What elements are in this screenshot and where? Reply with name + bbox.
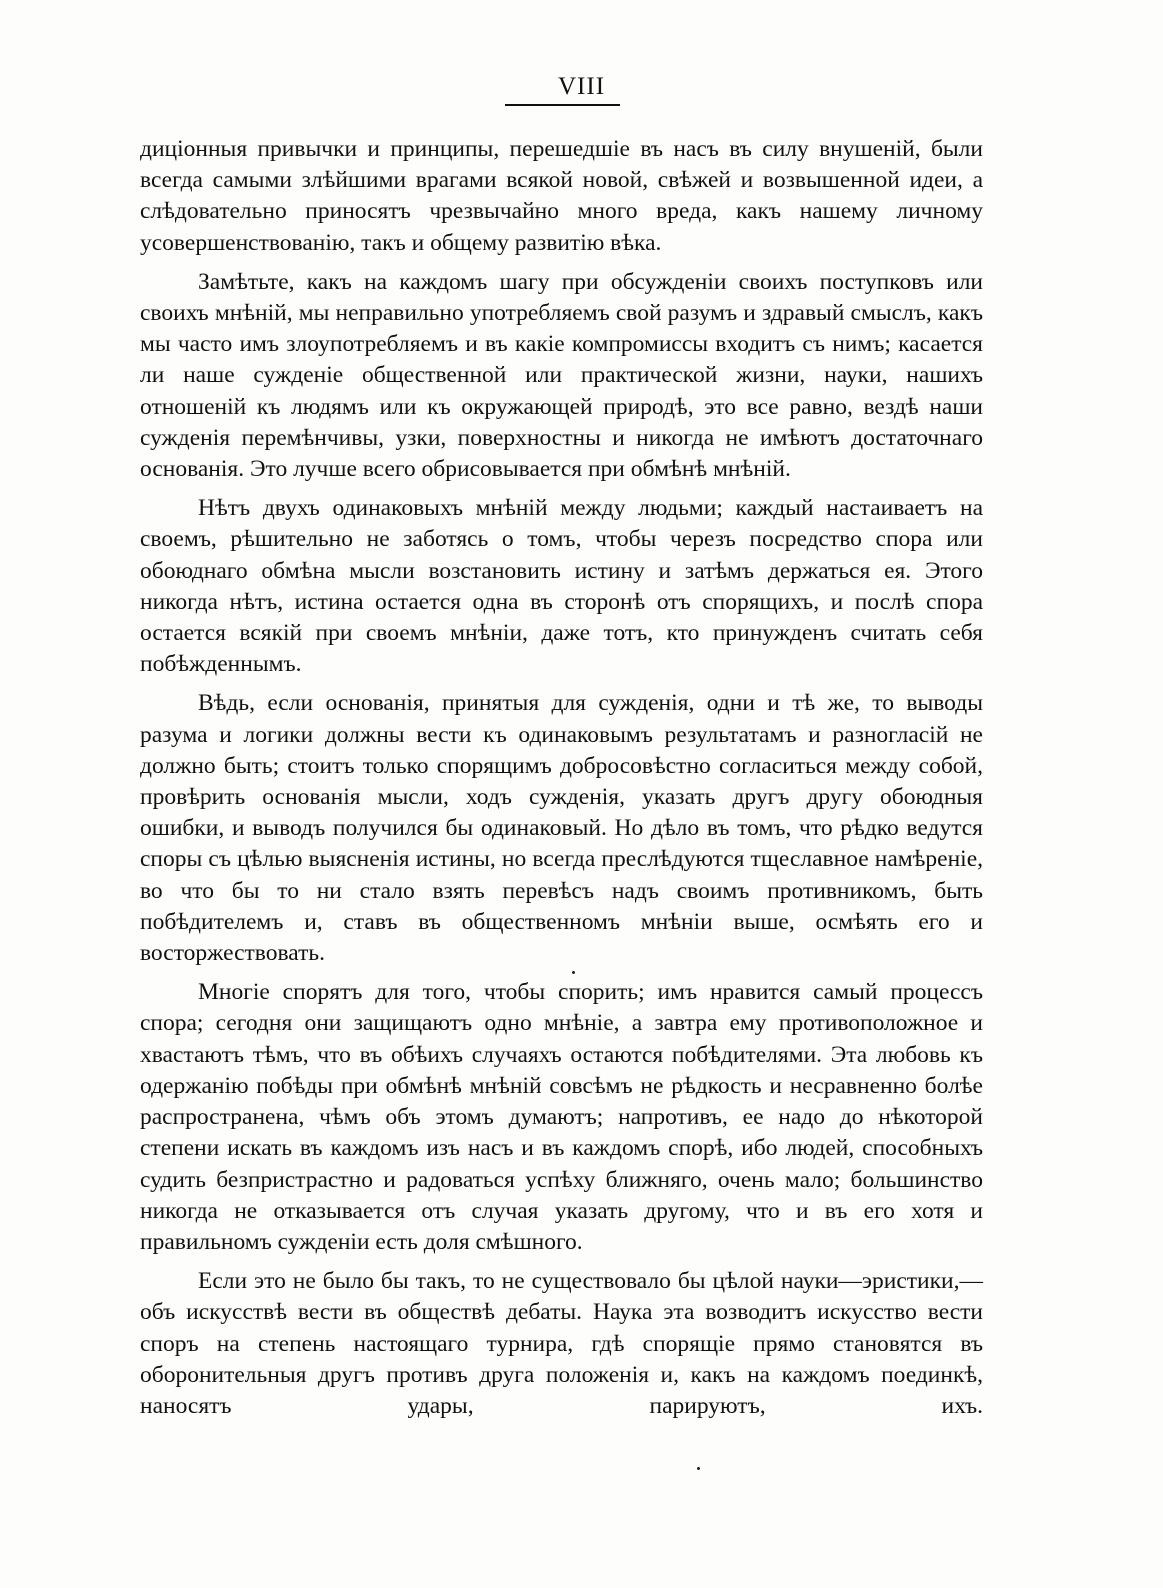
- paragraph-6: Если это не было бы такъ, то не существовало бы цѣлой науки—эристики,—объ искусствѣ вести въ обществѣ дебаты. Наука эта возводитъ искусство вести споръ на степень настоящаго турнира, гдѣ спорящіе прямо становятся въ оборонительныя другъ противъ друга положенія и, какъ на каждомъ поединкѣ, наносятъ удары, парируютъ, ихъ.: [140, 1268, 983, 1419]
- print-speck: [572, 971, 575, 974]
- print-speck: [697, 1467, 700, 1470]
- page-number: VIII: [557, 73, 606, 100]
- paragraph-5: Многіе спорятъ для того, чтобы спорить; имъ нравится самый процессъ спора; сегодня они защищаютъ одно мнѣніе, а завтра ему противоположное и хвастаютъ тѣмъ, что въ обѣихъ случаяхъ остаются побѣдителями. Эта любовь къ одержанію побѣды при обмѣнѣ мнѣній совсѣмъ не рѣдкость и несравненно болѣе распространена, чѣмъ объ этомъ думаютъ; напротивъ, ее надо до нѣкоторой степени искать въ каждомъ изъ насъ и въ каждомъ спорѣ, ибо людей, способныхъ судить безпристрастно и радоваться успѣху ближняго, очень мало; большинство никогда не отказывается отъ случая указать другому, что и въ его хотя и правильномъ сужденіи есть доля смѣшного.: [140, 979, 983, 1255]
- page-header: [0, 72, 1163, 102]
- header-rule: [505, 104, 620, 106]
- paragraph-2: Замѣтьте, какъ на каждомъ шагу при обсужденіи своихъ поступковъ или своихъ мнѣній, мы неправильно употребляемъ свой разумъ и здравый смыслъ, какъ мы часто имъ злоупотребляемъ и въ какіе компромиссы входитъ съ нимъ; касается ли наше сужденіе общественной или практической жизни, науки, нашихъ отношеній къ людямъ или къ окружающей природѣ, это все равно, вездѣ наши сужденія перемѣнчивы, узки, поверхностны и никогда не имѣютъ достаточнаго основанія. Это лучше всего обрисовывается при обмѣнѣ мнѣній.: [140, 268, 983, 483]
- paragraph-4: Вѣдь, если основанія, принятыя для сужденія, одни и тѣ же, то выводы разума и логики должны вести къ одинаковымъ результатамъ и разногласій не должно быть; стоитъ только спорящимъ добросовѣстно согласиться между собой, провѣрить основанія мысли, ходъ сужденія, указать другъ другу обоюдныя ошибки, и выводъ получился бы одинаковый. Но дѣло въ томъ, что рѣдко ведутся споры съ цѣлью выясненія истины, но всегда преслѣдуются тщеславное намѣреніе, во что бы то ни стало взять перевѣсъ надъ своимъ противникомъ, быть побѣдителемъ и, ставъ въ общественномъ мнѣніи выше, осмѣять его и восторжествовать.: [140, 690, 983, 967]
- paragraph-1: диціонныя привычки и принципы, перешедшіе въ насъ въ силу внушеній, были всегда самыми злѣйшими врагами всякой новой, свѣжей и возвышенной идеи, а слѣдовательно приносятъ чрезвычайно много вреда, какъ нашему личному усовершенствованію, такъ и общему развитію вѣка.: [140, 136, 983, 256]
- paragraph-3: Нѣтъ двухъ одинаковыхъ мнѣній между людьми; каждый настаиваетъ на своемъ, рѣшительно не заботясь о томъ, чтобы черезъ посредство спора или обоюднаго обмѣна мысли возстановить истину и затѣмъ держаться ея. Этого никогда нѣтъ, истина остается одна въ сторонѣ отъ спорящихъ, и послѣ спора остается всякій при своемъ мнѣніи, даже тотъ, кто принужденъ считать себя побѣжденнымъ.: [140, 495, 983, 678]
- body-text: [140, 134, 983, 1422]
